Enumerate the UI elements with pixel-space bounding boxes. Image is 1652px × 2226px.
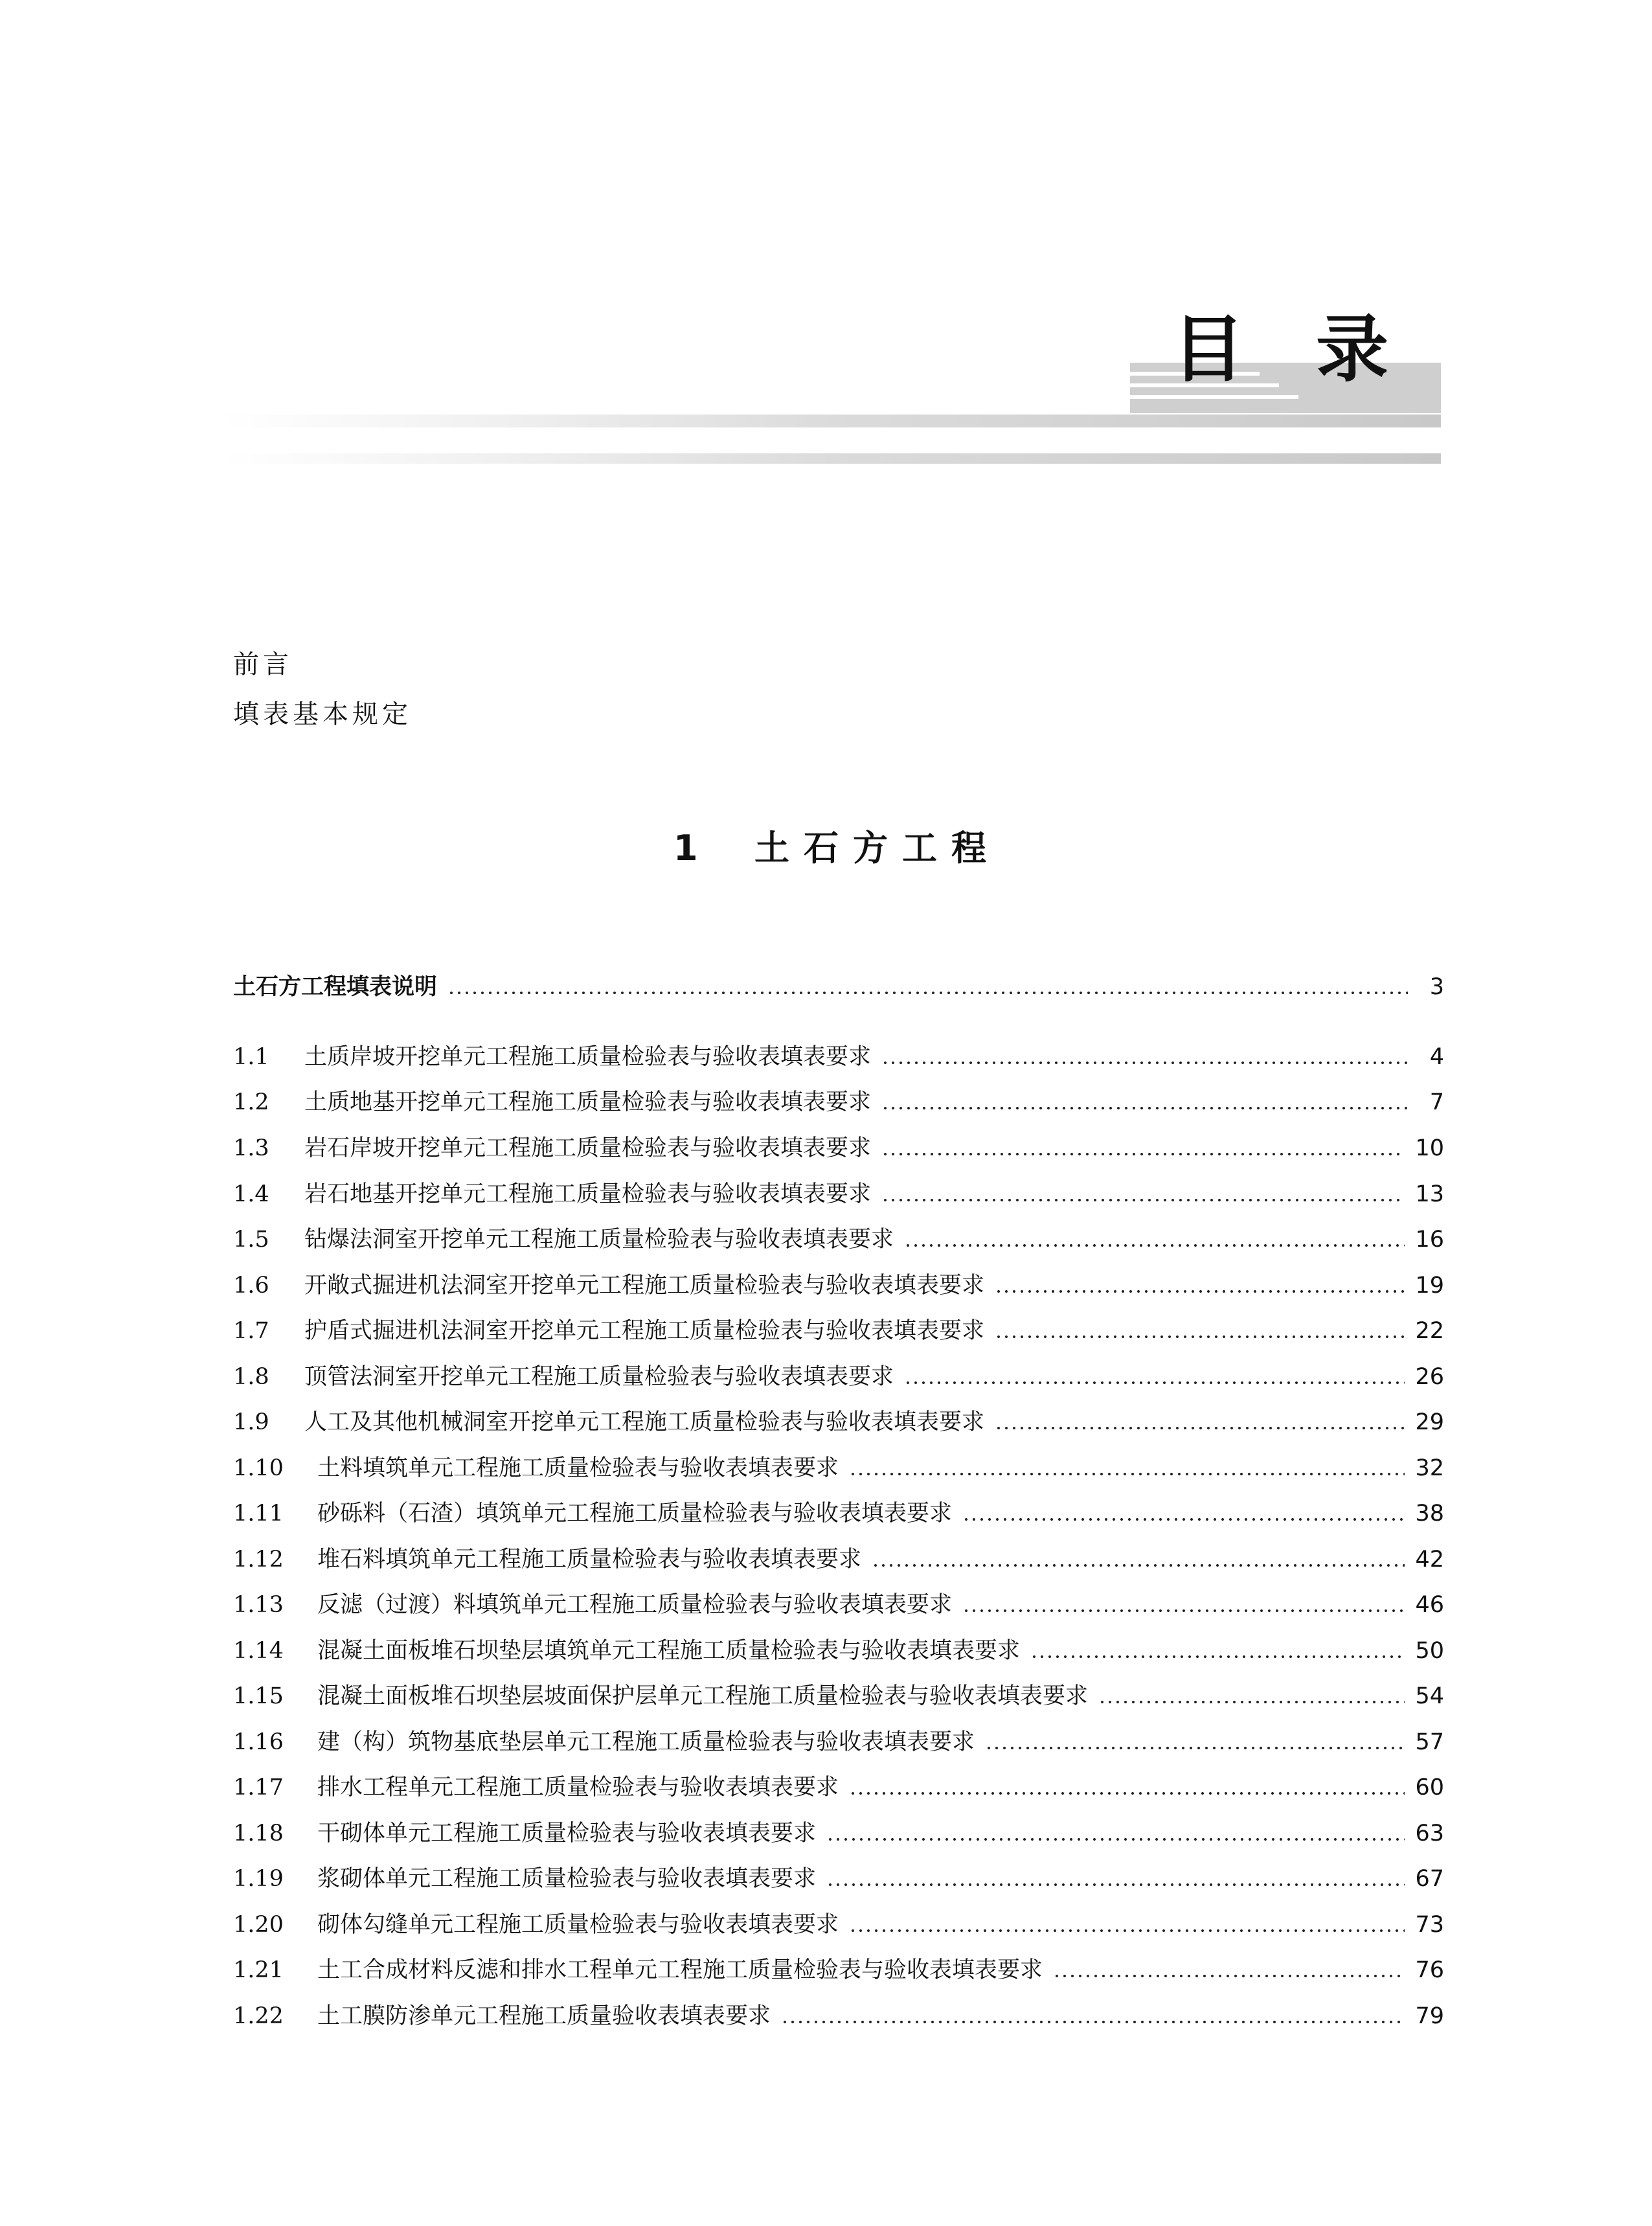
toc-entry-number: 1.8 [233, 1364, 269, 1390]
toc-entry[interactable] [233, 1541, 1444, 1578]
toc-entry-number: 1.16 [233, 1729, 284, 1755]
toc-entry-number: 1.18 [233, 1821, 284, 1846]
chapter-heading [673, 826, 1001, 871]
toc-page-number: 50 [1415, 1638, 1444, 1664]
toc-entry-text: 混凝土面板堆石坝垫层填筑单元工程施工质量检验表与验收表填表要求 [317, 1638, 1021, 1664]
toc-entry-number: 1.17 [233, 1775, 284, 1800]
toc-entry-text: 建（构）筑物基底垫层单元工程施工质量检验表与验收表填表要求 [317, 1729, 975, 1755]
toc-page-number: 29 [1415, 1409, 1444, 1435]
toc-entry[interactable] [233, 1313, 1444, 1349]
toc-entry-number: 1.11 [233, 1501, 284, 1527]
toc-entry-text: 土质地基开挖单元工程施工质量检验表与验收表填表要求 [304, 1089, 872, 1115]
toc-entry-number: 1.12 [233, 1547, 284, 1573]
toc-entry[interactable] [233, 1998, 1444, 2034]
toc-entry-text: 反滤（过渡）料填筑单元工程施工质量检验表与验收表填表要求 [317, 1592, 953, 1618]
front-matter-preface[interactable]: 前言 [233, 650, 293, 679]
toc-entry-number: 1.7 [233, 1318, 269, 1344]
toc-entry[interactable] [233, 1907, 1444, 1943]
dot-leader [881, 1107, 1408, 1109]
toc-page-number: 60 [1415, 1775, 1444, 1800]
toc-entry[interactable] [233, 1130, 1444, 1166]
toc-entry[interactable] [233, 1587, 1444, 1623]
header-decoration [0, 0, 1652, 492]
dot-leader [826, 1838, 1405, 1841]
toc-entry[interactable] [233, 1176, 1444, 1212]
toc-page-number: 57 [1415, 1729, 1444, 1755]
toc-entry-text: 土石方工程填表说明 [233, 974, 438, 1000]
chapter-name: 土石方工程 [754, 828, 1001, 869]
toc-entry[interactable] [233, 1267, 1444, 1304]
dot-leader [872, 1564, 1405, 1567]
toc-page-number: 63 [1415, 1821, 1444, 1846]
toc-entry-number: 1.22 [233, 2003, 284, 2029]
page-title: 目录 [1172, 308, 1460, 392]
toc-entry-text: 土料填筑单元工程施工质量检验表与验收表填表要求 [317, 1455, 839, 1481]
dot-leader [881, 1153, 1405, 1155]
toc-entry-text: 砌体勾缝单元工程施工质量检验表与验收表填表要求 [317, 1912, 839, 1938]
toc-page-number: 54 [1415, 1683, 1444, 1709]
dot-leader [849, 1929, 1405, 1932]
toc-entry[interactable] [233, 1221, 1444, 1258]
toc-entry-text: 岩石地基开挖单元工程施工质量检验表与验收表填表要求 [304, 1181, 872, 1207]
toc-entry-text: 土工合成材料反滤和排水工程单元工程施工质量检验表与验收表填表要求 [317, 1957, 1043, 1983]
toc-page-number: 32 [1415, 1455, 1444, 1481]
toc-entry-number: 1.4 [233, 1181, 269, 1207]
dot-leader [904, 1244, 1405, 1247]
toc-entry-text: 干砌体单元工程施工质量检验表与验收表填表要求 [317, 1821, 817, 1846]
toc-page-number: 16 [1415, 1227, 1444, 1253]
toc-entry-text: 人工及其他机械洞室开挖单元工程施工质量检验表与验收表填表要求 [304, 1409, 985, 1435]
dot-leader [1053, 1975, 1405, 1977]
header-rule-bottom [220, 453, 1441, 464]
dot-leader [826, 1883, 1405, 1886]
toc-entry-text: 浆砌体单元工程施工质量检验表与验收表填表要求 [317, 1866, 817, 1892]
toc-page-number: 46 [1415, 1592, 1444, 1618]
toc-entry-number: 1.20 [233, 1912, 284, 1938]
toc-entry[interactable] [233, 1039, 1444, 1075]
toc-entry-text: 堆石料填筑单元工程施工质量检验表与验收表填表要求 [317, 1547, 862, 1573]
toc-entry-text: 钻爆法洞室开挖单元工程施工质量检验表与验收表填表要求 [304, 1227, 894, 1253]
chapter-number: 1 [673, 828, 698, 869]
toc-page-number: 38 [1415, 1501, 1444, 1527]
dot-leader [1030, 1655, 1405, 1658]
toc-page-number: 76 [1415, 1957, 1444, 1983]
toc-page-number: 4 [1429, 1044, 1444, 1070]
toc-page-number: 7 [1429, 1089, 1444, 1115]
toc-entry[interactable] [233, 1861, 1444, 1897]
toc-entry-text: 开敞式掘进机法洞室开挖单元工程施工质量检验表与验收表填表要求 [304, 1273, 985, 1299]
toc-entry[interactable] [233, 1815, 1444, 1852]
dot-leader [1098, 1701, 1405, 1703]
toc-entry-number: 1.21 [233, 1957, 284, 1983]
header-rule-top [220, 415, 1441, 427]
toc-entry[interactable] [233, 1633, 1444, 1669]
dot-leader [995, 1335, 1405, 1338]
toc-entry-number: 1.10 [233, 1455, 284, 1481]
toc-entry-text: 土质岸坡开挖单元工程施工质量检验表与验收表填表要求 [304, 1044, 872, 1070]
dot-leader [995, 1290, 1405, 1293]
front-matter-rules[interactable]: 填表基本规定 [233, 699, 412, 729]
toc-entry-number: 1.1 [233, 1044, 269, 1070]
toc-entry-text: 混凝土面板堆石坝垫层坡面保护层单元工程施工质量检验表与验收表填表要求 [317, 1683, 1089, 1709]
toc-entry-number: 1.15 [233, 1683, 284, 1709]
toc-page-number: 26 [1415, 1364, 1444, 1390]
dot-leader [849, 1792, 1405, 1795]
toc-entry[interactable] [233, 1495, 1444, 1532]
toc-entry[interactable] [233, 1678, 1444, 1714]
toc-entry-number: 1.9 [233, 1409, 269, 1435]
toc-entry-text: 土工膜防渗单元工程施工质量验收表填表要求 [317, 2003, 771, 2029]
toc-entry-number: 1.19 [233, 1866, 284, 1892]
toc-entry[interactable] [233, 1724, 1444, 1760]
toc-page-number: 19 [1415, 1273, 1444, 1299]
toc-page-number: 42 [1415, 1547, 1444, 1573]
toc-entry-number: 1.5 [233, 1227, 269, 1253]
toc-page-number: 13 [1415, 1181, 1444, 1207]
toc-entry-number: 1.13 [233, 1592, 284, 1618]
dot-leader [995, 1427, 1405, 1429]
toc-page-number: 79 [1415, 2003, 1444, 2029]
toc-entry-text: 顶管法洞室开挖单元工程施工质量检验表与验收表填表要求 [304, 1364, 894, 1390]
toc-entry[interactable] [233, 1359, 1444, 1395]
dot-leader [881, 1199, 1405, 1201]
toc-page-number: 67 [1415, 1866, 1444, 1892]
dot-leader [781, 2021, 1405, 2023]
toc-entry[interactable] [233, 1952, 1444, 1988]
toc-entry-number: 1.3 [233, 1135, 269, 1161]
toc-entry-text: 护盾式掘进机法洞室开挖单元工程施工质量检验表与验收表填表要求 [304, 1318, 985, 1344]
toc-entry[interactable] [233, 1404, 1444, 1440]
toc-entry-number: 1.6 [233, 1273, 269, 1299]
toc-entry-number: 1.2 [233, 1089, 269, 1115]
toc-entry[interactable] [233, 1450, 1444, 1486]
toc-page-number: 10 [1415, 1135, 1444, 1161]
dot-leader [904, 1381, 1405, 1384]
toc-entry-text: 岩石岸坡开挖单元工程施工质量检验表与验收表填表要求 [304, 1135, 872, 1161]
toc-page-number: 3 [1429, 974, 1444, 1000]
toc-entry-header[interactable] [233, 969, 1444, 1005]
dot-leader [962, 1609, 1405, 1612]
toc-page-number: 73 [1415, 1912, 1444, 1938]
toc-page-number: 22 [1415, 1318, 1444, 1344]
toc-entry-number: 1.14 [233, 1638, 284, 1664]
dot-leader [447, 992, 1408, 994]
toc-entry-text: 砂砾料（石渣）填筑单元工程施工质量检验表与验收表填表要求 [317, 1501, 953, 1527]
toc-entry[interactable] [233, 1769, 1444, 1806]
dot-leader [962, 1518, 1405, 1521]
toc-entry[interactable] [233, 1084, 1444, 1120]
dot-leader [849, 1473, 1405, 1475]
toc-entry-text: 排水工程单元工程施工质量检验表与验收表填表要求 [317, 1775, 839, 1800]
dot-leader [881, 1062, 1408, 1064]
dot-leader [985, 1747, 1405, 1749]
